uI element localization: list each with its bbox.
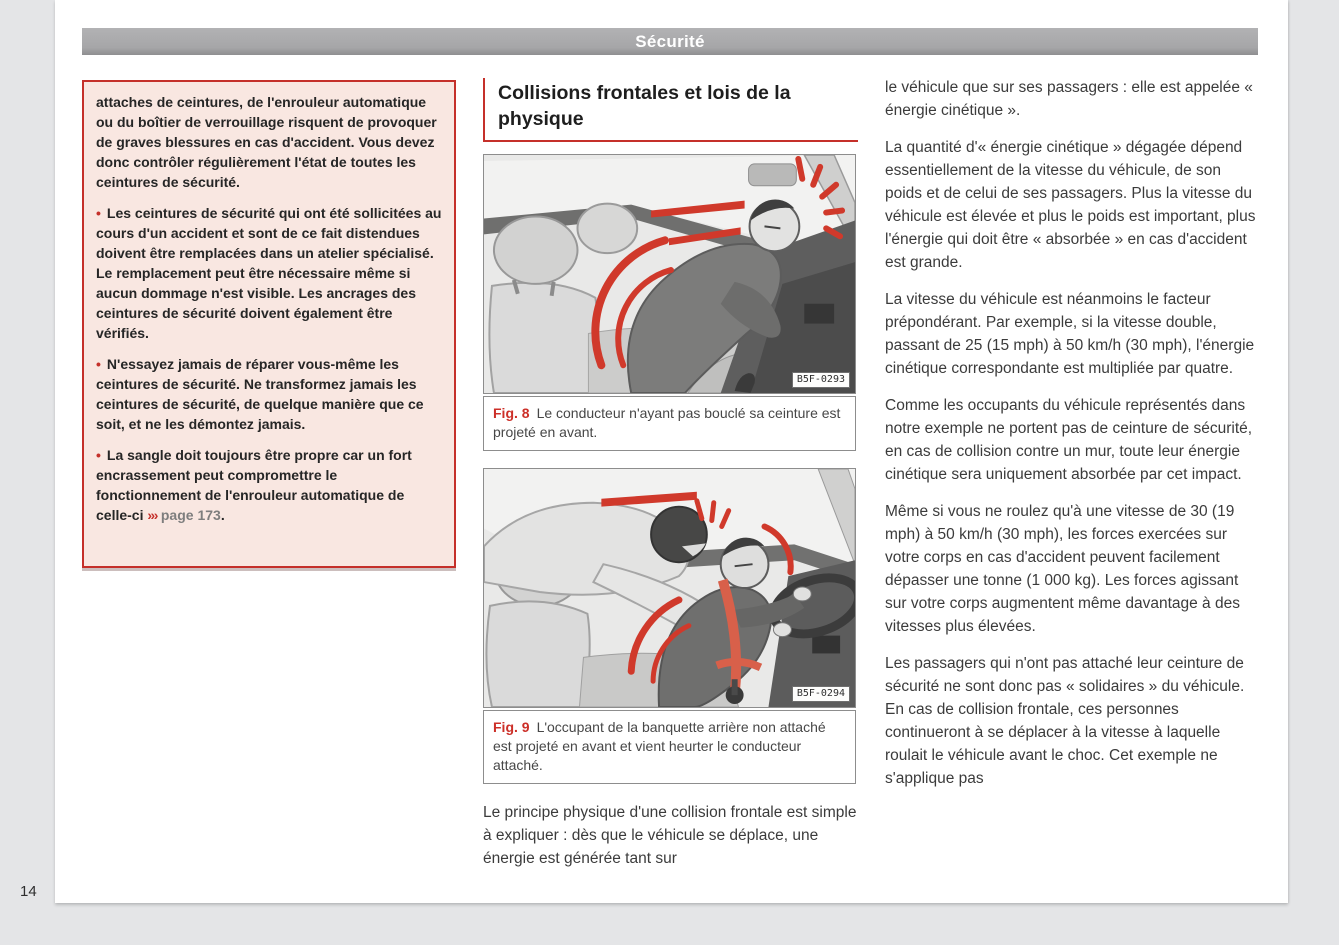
fig9-label: Fig. 9 bbox=[493, 719, 530, 735]
body-paragraph: Comme les occupants du véhicule représentés dans notre exemple ne portent pas de ceinture de sécurité, en cas de collision contre un mur, toute leur énergie cinétique sera uniquement absorbée par cet impact. bbox=[885, 397, 1253, 483]
warning-bullet-1: • Les ceintures de sécurité qui ont été sollicitées au cours d'un accident et sont de ce fait distendues doivent être remplacées dans un atelier spécialisé. Le remplacement peut être nécessaire même si aucun dommage n'est visible. Les ancrages des ceintures de sécurité doivent également être vérifiés. bbox=[96, 205, 442, 341]
section-heading: Collisions frontales et lois de la physique bbox=[483, 78, 858, 142]
right-column bbox=[885, 76, 1259, 804]
body-paragraph: La vitesse du véhicule est néanmoins le facteur prépondérant. Par exemple, si la vitesse double, passant de 25 (15 mph) à 50 km/h (30 mph), l'énergie cinétique correspondante est multipliée par quatre. bbox=[885, 291, 1255, 377]
figure-8 bbox=[483, 154, 856, 451]
figure-code-badge: B5F-0293 bbox=[792, 372, 850, 388]
warning-box bbox=[82, 80, 456, 568]
fig9-caption: Fig. 9 L'occupant de la banquette arrière non attaché est projeté en avant et vient heurter le conducteur attaché. bbox=[483, 710, 856, 784]
manual-page bbox=[55, 0, 1288, 903]
fig8-caption: Fig. 8 Le conducteur n'ayant pas bouclé sa ceinture est projeté en avant. bbox=[483, 396, 856, 451]
page-reference-link[interactable]: page 173 bbox=[160, 507, 221, 523]
left-column bbox=[82, 80, 456, 568]
rear-passenger-crash-illustration bbox=[484, 469, 855, 707]
bullet-dot-icon: • bbox=[96, 447, 101, 463]
unbelted-driver-crash-illustration bbox=[484, 155, 855, 393]
driver-hand bbox=[773, 623, 791, 637]
page-title: Sécurité bbox=[635, 31, 705, 51]
air-vent bbox=[804, 304, 834, 324]
body-paragraph: Même si vous ne roulez qu'à une vitesse de 30 (19 mph) à 50 km/h (30 mph), les forces exercées sur votre corps en cas d'accident peuvent facilement dépasser une tonne (1 000 kg). Les forces agissant sur votre corps augmentent même davantage à des vitesses plus élevées. bbox=[885, 503, 1240, 635]
body-paragraph: le véhicule que sur ses passagers : elle est appelée « énergie cinétique ». bbox=[885, 79, 1253, 119]
seat-back bbox=[489, 283, 598, 393]
warning-bullet-3: • La sangle doit toujours être propre car un fort encrassement peut compromettre le fonctionnement de l'enrouleur automatique de celle-ci ››› page 173. bbox=[96, 447, 412, 523]
reference-suffix: . bbox=[220, 507, 225, 523]
fig9-illustration bbox=[483, 468, 856, 708]
page-number: 14 bbox=[20, 883, 37, 900]
fig8-illustration bbox=[483, 154, 856, 394]
figure-code-badge: B5F-0294 bbox=[792, 686, 850, 702]
middle-column bbox=[483, 78, 858, 884]
headrest bbox=[494, 216, 578, 283]
bullet-dot-icon: • bbox=[96, 356, 101, 372]
driver-hand bbox=[793, 587, 811, 601]
fig8-label: Fig. 8 bbox=[493, 405, 530, 421]
triple-chevron-icon: ››› bbox=[147, 507, 157, 523]
headrest bbox=[577, 204, 637, 254]
seat-back bbox=[486, 601, 589, 707]
body-paragraph: La quantité d'« énergie cinétique » dégagée dépend essentiellement de la vitesse du véhicule, de son poids et de celui de ses passagers. Plus la vitesse du véhicule est élevée et plus le poids est important, plus l'énergie qui doit être « absorbée » en cas d'accident est grande. bbox=[885, 139, 1256, 271]
rearview-mirror bbox=[749, 164, 797, 186]
body-paragraph: Le principe physique d'une collision frontale est simple à expliquer : dès que le véhicule se déplace, une énergie est générée tant sur bbox=[483, 804, 857, 867]
section-header-bar bbox=[82, 28, 1258, 55]
warning-intro: attaches de ceintures, de l'enrouleur automatique ou du boîtier de verrouillage risquent de provoquer de graves blessures en cas d'accident. Vous devez donc contrôler régulièrement l'état de toutes les ceintures de sécurité. bbox=[96, 94, 437, 190]
warning-bullet-2: • N'essayez jamais de réparer vous-même les ceintures de sécurité. Ne transformez jamais les ceintures de sécurité, de quelque manière que ce soit, et ne les démontez jamais. bbox=[96, 356, 424, 432]
bullet-dot-icon: • bbox=[96, 205, 101, 221]
body-paragraph: Les passagers qui n'ont pas attaché leur ceinture de sécurité ne sont donc pas « solidaires » du véhicule. En cas de collision frontale, ces personnes continueront à se déplacer à la vitesse à laquelle roulait le véhicule avant le choc. Cet exemple ne s'applique pas bbox=[885, 655, 1245, 787]
air-vent bbox=[812, 636, 840, 654]
figure-9 bbox=[483, 468, 856, 784]
